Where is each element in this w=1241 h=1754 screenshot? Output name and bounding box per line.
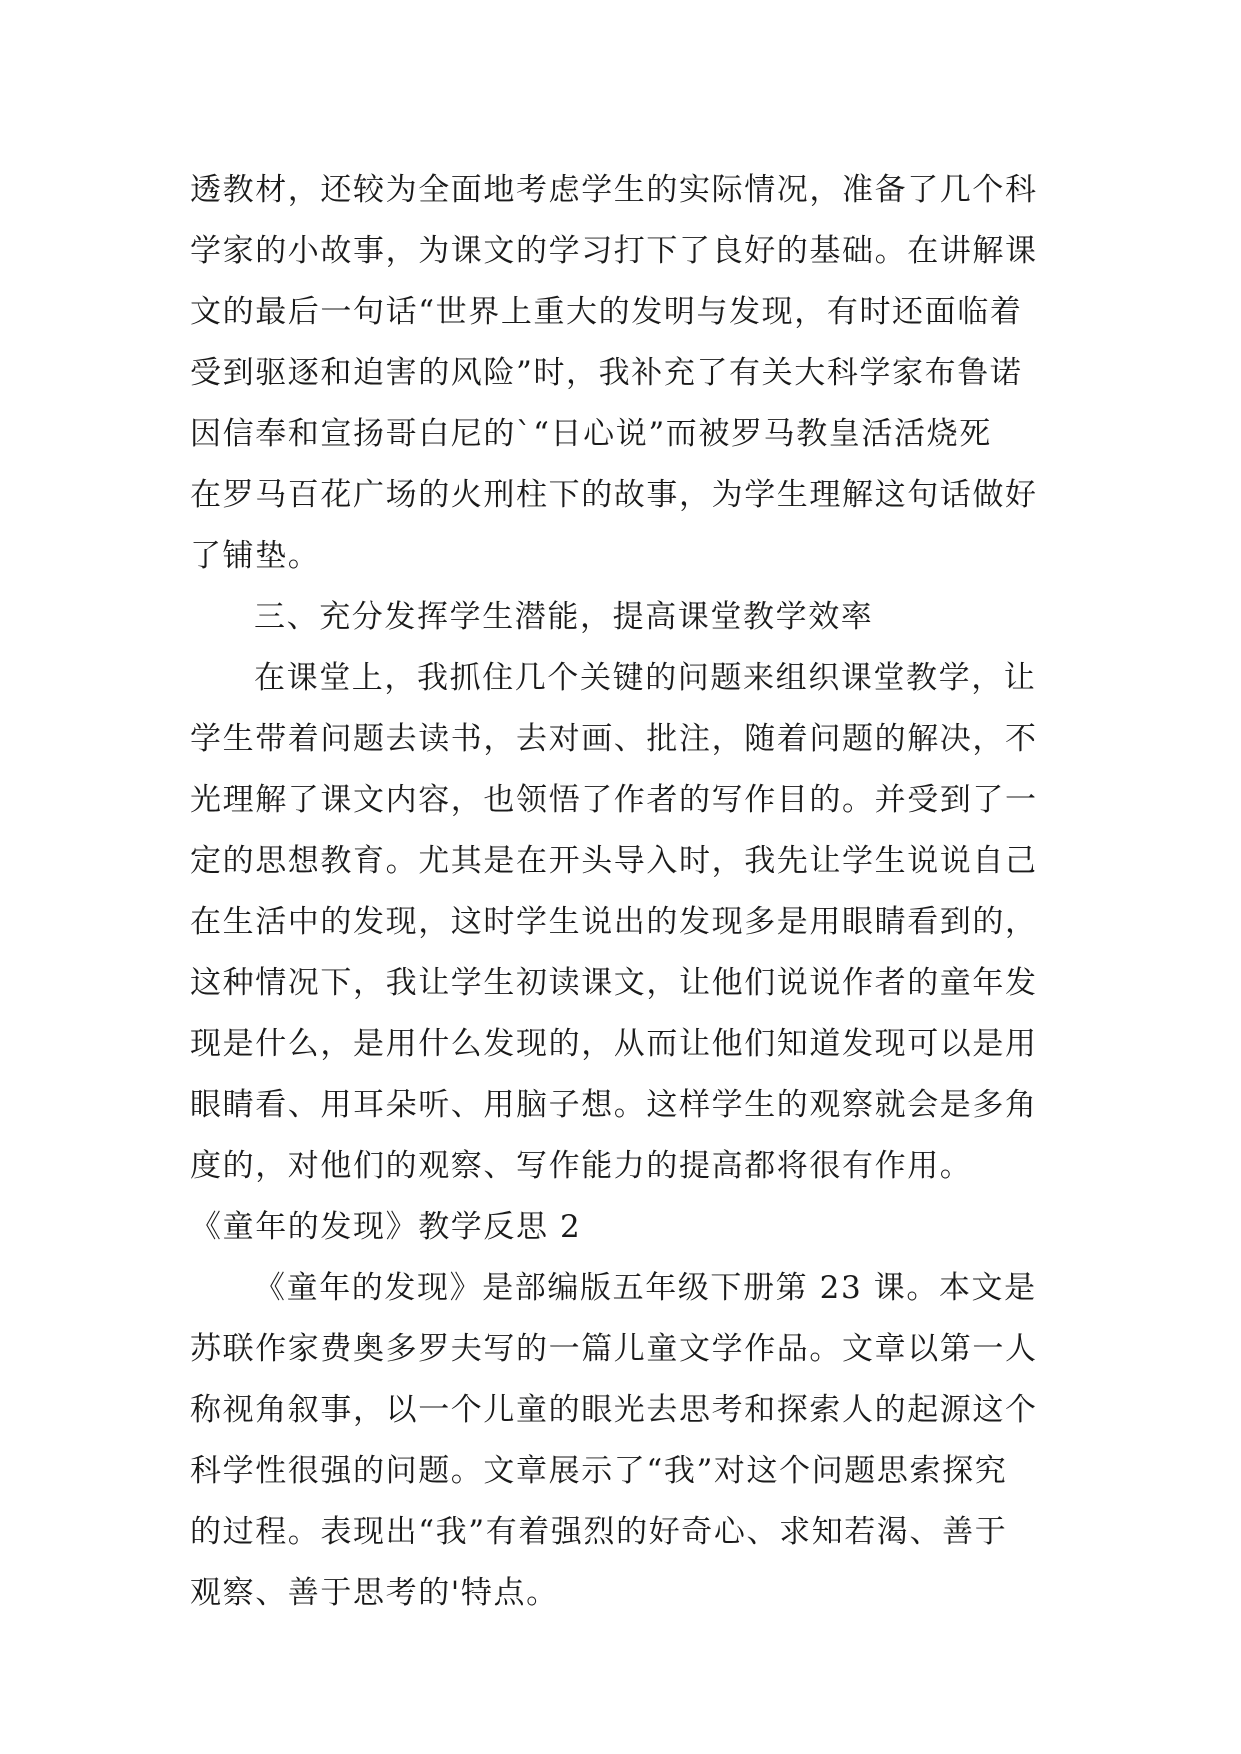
paragraph-2-line-7: 现是什么，是用什么发现的，从而让他们知道发现可以是用 xyxy=(190,1026,1038,1062)
paragraph-2-line-9: 度的，对他们的观察、写作能力的提高都将很有作用。 xyxy=(190,1148,973,1184)
paragraph-3-line-5: 的过程。表现出“我”有着强烈的好奇心、求知若渴、善于 xyxy=(190,1514,1008,1550)
paragraph-3-line-4: 科学性很强的问题。文章展示了“我”对这个问题思索探究 xyxy=(190,1453,1008,1489)
article-title: 《童年的发现》教学反思 2 xyxy=(190,1209,582,1245)
paragraph-1-line-2: 学家的小故事，为课文的学习打下了良好的基础。在讲解课 xyxy=(190,233,1038,269)
paragraph-3-line-3: 称视角叙事，以一个儿童的眼光去思考和探索人的起源这个 xyxy=(190,1392,1038,1428)
paragraph-3-line-6: 观察、善于思考的'特点。 xyxy=(190,1575,559,1611)
paragraph-1-line-5: 因信奉和宣扬哥白尼的`“日心说”而被罗马教皇活活烧死 xyxy=(190,416,992,452)
document-body xyxy=(190,160,1070,1624)
paragraph-2-line-8: 眼睛看、用耳朵听、用脑子想。这样学生的观察就会是多角 xyxy=(190,1087,1038,1123)
paragraph-2-line-6: 这种情况下，我让学生初读课文，让他们说说作者的童年发 xyxy=(190,965,1038,1001)
paragraph-2-line-5: 在生活中的发现，这时学生说出的发现多是用眼睛看到的， xyxy=(190,904,1038,940)
paragraph-1-line-7: 了铺垫。 xyxy=(190,538,321,574)
paragraph-3-line-1: 《童年的发现》是部编版五年级下册第 23 课。本文是 xyxy=(254,1270,1037,1306)
paragraph-1-line-4: 受到驱逐和迫害的风险”时，我补充了有关大科学家布鲁诺 xyxy=(190,355,1023,391)
paragraph-2-line-1: 在课堂上，我抓住几个关键的问题来组织课堂教学，让 xyxy=(254,660,1037,696)
paragraph-1-line-6: 在罗马百花广场的火刑柱下的故事，为学生理解这句话做好 xyxy=(190,477,1038,513)
paragraph-2-line-2: 学生带着问题去读书，去对画、批注，随着问题的解决，不 xyxy=(190,721,1038,757)
paragraph-3-line-2: 苏联作家费奥多罗夫写的一篇儿童文学作品。文章以第一人 xyxy=(190,1331,1038,1367)
section-heading: 三、充分发挥学生潜能，提高课堂教学效率 xyxy=(254,599,874,635)
paragraph-1-line-1: 透教材，还较为全面地考虑学生的实际情况，准备了几个科 xyxy=(190,172,1038,208)
paragraph-1-line-3: 文的最后一句话“世界上重大的发明与发现，有时还面临着 xyxy=(190,294,1023,330)
paragraph-2-line-3: 光理解了课文内容，也领悟了作者的写作目的。并受到了一 xyxy=(190,782,1038,818)
paragraph-2-line-4: 定的思想教育。尤其是在开头导入时，我先让学生说说自己 xyxy=(190,843,1038,879)
